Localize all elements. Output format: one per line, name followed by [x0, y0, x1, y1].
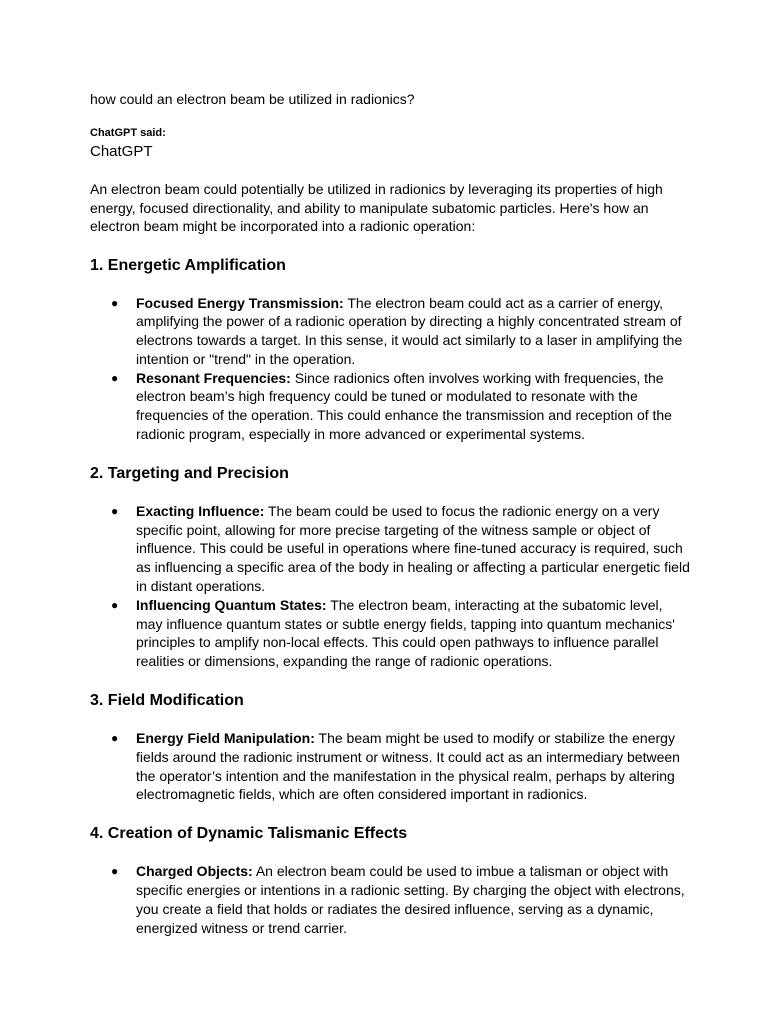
said-label: ChatGPT said: [90, 127, 166, 139]
bullet-dot-icon: ● [111, 731, 119, 746]
bullet-term: Energy Field Manipulation: [136, 730, 315, 747]
bullet-list [90, 862, 690, 937]
bullet-dot-icon: ● [111, 864, 119, 879]
bullet-item [90, 294, 690, 369]
bullet-term: Exacting Influence: [136, 502, 265, 519]
section-heading: 1. Energetic Amplification [90, 256, 286, 274]
bullet-list [90, 502, 690, 671]
bullet-item [90, 729, 690, 804]
bullet-text: The electron beam could act as a carrier of energy, amplifying the power of a radionic operation by directing a highly concentrated stream of electrons towards a target. In this sense, it would act similarly to a laser in amplifying the intention or "trend" in the operation. [136, 294, 683, 367]
bullet-term: Charged Objects: [136, 863, 253, 880]
bullet-dot-icon: ● [111, 597, 119, 612]
bullet-text: The beam might be used to modify or stabilize the energy fields around the radionic instrument or witness. It could act as an intermediary between the operator’s intention and the manifestation in the physical realm, perhaps by altering electromagnetic fields, which are often considered important in radionics. [136, 730, 680, 803]
bullet-text: An electron beam could be used to imbue a talisman or object with specific energies or intentions in a radionic setting. By charging the object with electrons, you create a field that holds or radiates the desired influence, serving as a dynamic, energized witness or trend carrier. [136, 863, 685, 936]
bullet-dot-icon: ● [111, 370, 119, 385]
bullet-dot-icon: ● [111, 503, 119, 518]
document-page [90, 90, 690, 937]
section-heading: 3. Field Modification [90, 692, 244, 710]
bullet-item [90, 862, 690, 937]
bullet-text: The beam could be used to focus the radionic energy on a very specific point, allowing for more precise targeting of the witness sample or object of influence. This could be useful in operations where fine-tuned accuracy is required, such as influencing a specific area of the body in healing or affecting a particular energetic field in distant operations. [136, 502, 690, 595]
bullet-text: Since radionics often involves working with frequencies, the electron beam’s high frequency could be tuned or modulated to resonate with the frequencies of the operation. This could enhance the transmission and reception of the radionic program, especially in more advanced or experimental systems. [136, 369, 672, 443]
bullet-term: Focused Energy Transmission: [136, 294, 344, 311]
bullet-list [90, 294, 690, 444]
bullet-item [90, 502, 690, 596]
sections-container [90, 256, 690, 938]
bullet-list [90, 729, 690, 804]
intro-paragraph: An electron beam could potentially be utilized in radionics by leveraging its properties of high energy, focused directionality, and ability to manipulate subatomic particles. Here's how an electron beam might be incorporated into a radionic operation: [90, 181, 663, 234]
bullet-item [90, 596, 690, 671]
bullet-dot-icon: ● [111, 295, 119, 310]
bullet-term: Resonant Frequencies: [136, 369, 291, 386]
bullet-text: The electron beam, interacting at the subatomic level, may influence quantum states or subtle energy fields, tapping into quantum mechanics' principles to amplify non-local effects. This could open pathways to influence parallel realities or dimensions, expanding the range of radionic operations. [136, 596, 675, 670]
bullet-term: Influencing Quantum States: [136, 596, 327, 613]
section-heading: 4. Creation of Dynamic Talismanic Effects [90, 825, 408, 843]
user-question: how could an electron beam be utilized in radionics? [90, 91, 415, 107]
author-name: ChatGPT [90, 143, 153, 160]
section-heading: 2. Targeting and Precision [90, 464, 289, 482]
bullet-item [90, 369, 690, 444]
